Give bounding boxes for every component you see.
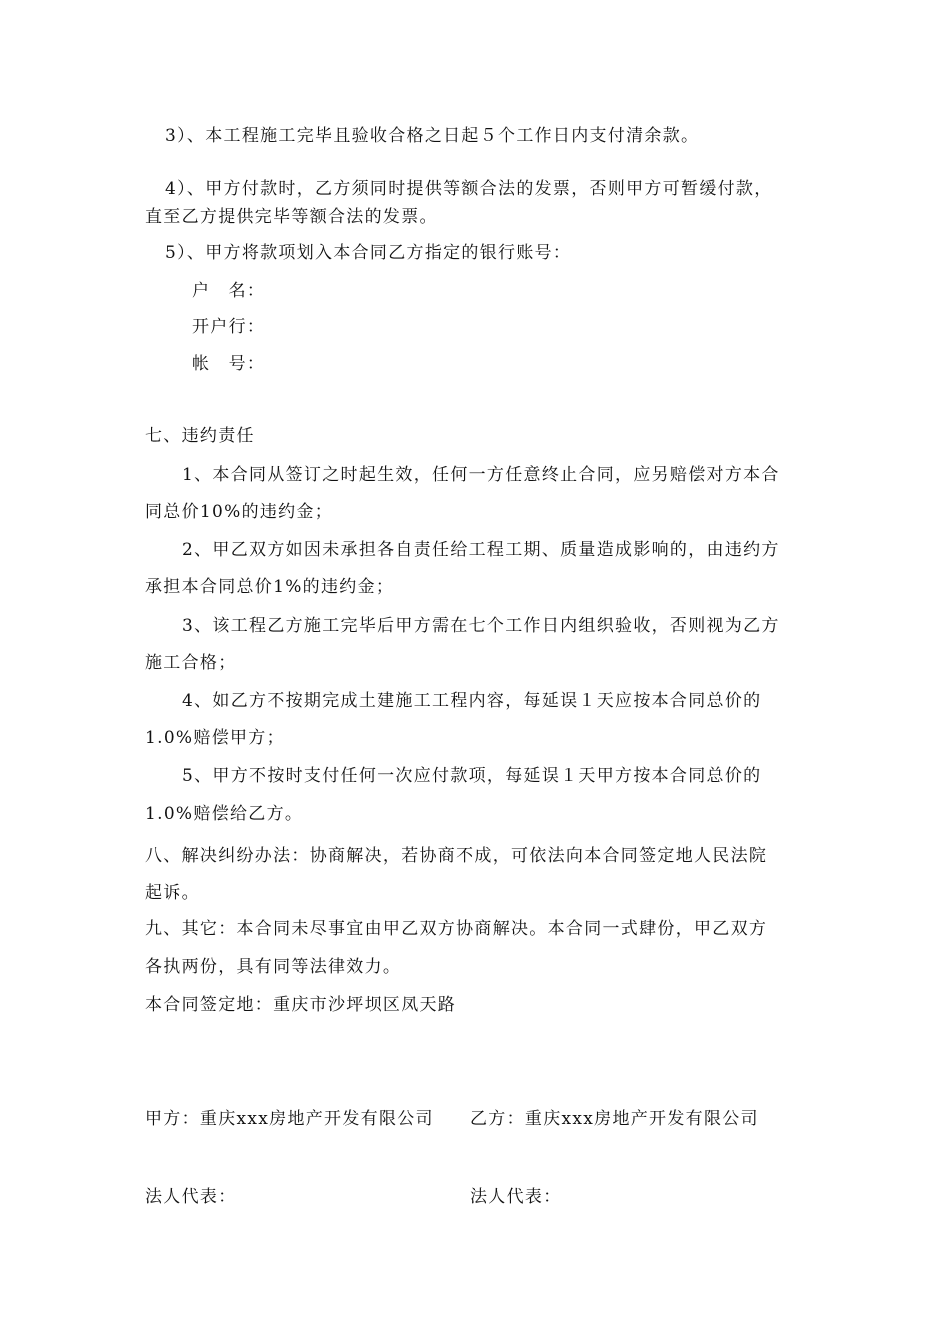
bank-account-number-label: 帐 号： <box>192 354 266 374</box>
party-b: 乙方：重庆xxx房地产开发有限公司 <box>470 1109 759 1129</box>
other-line-2: 各执两份，具有同等法律效力。 <box>145 957 402 977</box>
breach-clause-2-line-2: 承担本合同总价1%的违约金； <box>145 577 395 597</box>
breach-clause-3-line-1: 3、该工程乙方施工完毕后甲方需在七个工作日内组织验收，否则视为乙方 <box>182 616 780 636</box>
breach-clause-1-line-2: 同总价10%的违约金； <box>145 502 334 522</box>
payment-item-4-line-1: 4）、甲方付款时，乙方须同时提供等额合法的发票，否则甲方可暂缓付款， <box>165 179 773 199</box>
breach-heading: 七、违约责任 <box>145 426 255 446</box>
party-a-legal-representative: 法人代表： <box>145 1187 237 1207</box>
other-line-1: 九、其它：本合同未尽事宜由甲乙双方协商解决。本合同一式肆份，甲乙双方 <box>145 919 768 939</box>
breach-clause-5-line-2: 1.0%赔偿给乙方。 <box>145 804 304 824</box>
dispute-line-1: 八、解决纠纷办法：协商解决，若协商不成，可依法向本合同签定地人民法院 <box>145 846 768 866</box>
payment-item-3: 3）、本工程施工完毕且验收合格之日起５个工作日内支付清余款。 <box>165 126 700 146</box>
breach-clause-1-line-1: 1、本合同从签订之时起生效，任何一方任意终止合同，应另赔偿对方本合 <box>182 465 780 485</box>
payment-item-5: 5）、甲方将款项划入本合同乙方指定的银行账号： <box>165 243 572 263</box>
breach-clause-4-line-2: 1.0%赔偿甲方； <box>145 728 285 748</box>
bank-name-label: 开户行： <box>192 317 266 337</box>
dispute-line-2: 起诉。 <box>145 883 200 903</box>
payment-item-4-line-2: 直至乙方提供完毕等额合法的发票。 <box>145 207 438 227</box>
party-a: 甲方：重庆xxx房地产开发有限公司 <box>145 1109 434 1129</box>
breach-clause-2-line-1: 2、甲乙双方如因未承担各自责任给工程工期、质量造成影响的，由违约方 <box>182 540 780 560</box>
party-b-legal-representative: 法人代表： <box>470 1187 562 1207</box>
breach-clause-3-line-2: 施工合格； <box>145 653 237 673</box>
breach-clause-4-line-1: 4、如乙方不按期完成土建施工工程内容，每延误１天应按本合同总价的 <box>182 691 762 711</box>
breach-clause-5-line-1: 5、甲方不按时支付任何一次应付款项，每延误１天甲方按本合同总价的 <box>182 766 762 786</box>
signing-place: 本合同签定地：重庆市沙坪坝区凤天路 <box>145 995 457 1015</box>
bank-account-name-label: 户 名： <box>192 281 266 301</box>
